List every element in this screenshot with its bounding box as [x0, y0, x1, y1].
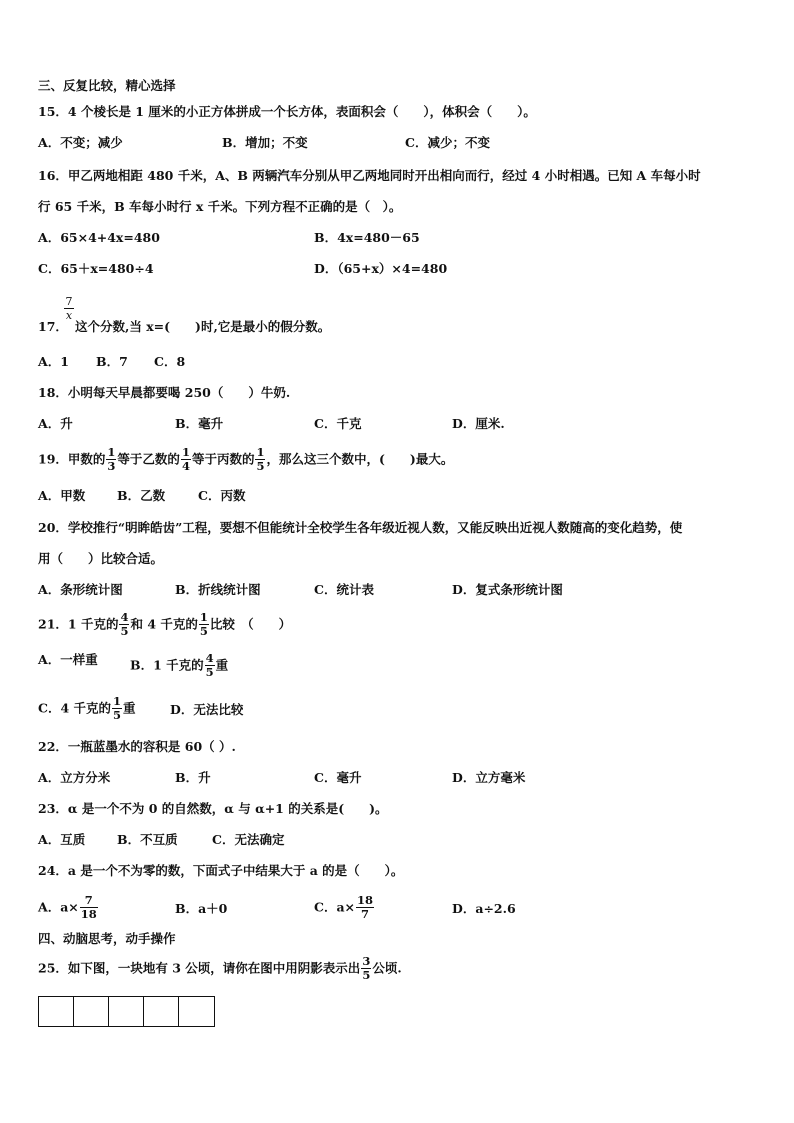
q19-f3-num: 1: [256, 445, 265, 459]
q20-option-d[interactable]: D．复式条形统计图: [452, 582, 563, 597]
q25-text: 25．如下图，一块地有 3 公顷，请你在图中用阴影表示出: [38, 960, 361, 976]
grid-cell[interactable]: [39, 997, 74, 1026]
q17-stem: 这个分数,当 x=( )时,它是最小的假分数。: [75, 319, 331, 334]
q24-a-num: 7: [80, 894, 98, 908]
q24-option-c[interactable]: [314, 894, 375, 921]
q24-c-num: 18: [357, 893, 374, 907]
grid-cell[interactable]: [179, 997, 214, 1026]
q19-f2-den: 4: [181, 459, 190, 473]
q21-text-2: 和 4 千克的: [130, 616, 198, 632]
q24-stem: 24．a 是一个不为零的数，下面式子中结果大于 a 的是（ ）。: [38, 863, 404, 878]
q17-option-c[interactable]: C．8: [154, 354, 186, 369]
q19-option-a[interactable]: A．甲数: [38, 488, 86, 503]
q18-option-d[interactable]: D．厘米.: [452, 416, 505, 431]
q19-text-4: ，那么这三个数中，( )最大。: [266, 451, 454, 467]
q21-c-text: C．4 千克的: [38, 700, 111, 716]
q25-suffix: 公顷.: [372, 960, 402, 976]
q21-fraction-2: [199, 611, 209, 638]
q20-stem-line1: 20．学校推行“明眸皓齿”工程，要想不但能统计全校学生各年级近视人数，又能反映出近视人数随高的变化趋势，使: [38, 520, 683, 535]
q24-a-den: 18: [80, 907, 97, 921]
q19-fraction-1: [106, 446, 116, 473]
q21-b-suffix: 重: [215, 657, 229, 673]
q21-fraction-1: [119, 611, 129, 638]
q22-stem: 22．一瓶蓝墨水的容积是 60（ ）.: [38, 739, 236, 754]
q15-option-b[interactable]: B．增加；不变: [222, 135, 308, 150]
q21-f1-num: 4: [120, 610, 129, 624]
q19-text-3: 等于丙数的: [191, 451, 255, 467]
q21-option-d[interactable]: D．无法比较: [170, 702, 244, 717]
q21-f2-num: 1: [199, 610, 208, 624]
q19-f2-num: 1: [181, 445, 190, 459]
q20-stem-line2: 用（ ）比较合适。: [38, 551, 164, 566]
q17-denominator: x: [65, 309, 73, 322]
q21-f2-den: 5: [199, 624, 208, 638]
q21-c-num: 1: [113, 694, 122, 708]
q16-stem-line1: 16．甲乙两地相距 480 千米，A、B 两辆汽车分别从甲乙两地同时开出相向而行，经过 4 小时相遇。已知 A 车每小时: [38, 168, 701, 183]
q25-num: 3: [362, 954, 371, 968]
q19-option-c[interactable]: C．丙数: [198, 488, 246, 503]
q24-c-den: 7: [361, 907, 370, 921]
grid-cell[interactable]: [74, 997, 109, 1026]
section-4-title: 四、动脑思考，动手操作: [38, 931, 176, 946]
q22-option-d[interactable]: D．立方毫米: [452, 770, 526, 785]
q20-option-c[interactable]: C．统计表: [314, 582, 374, 597]
q17-option-b[interactable]: B．7: [96, 354, 128, 369]
q17-fraction: [64, 295, 74, 322]
q21-option-b[interactable]: [130, 652, 228, 679]
q21-b-text: B．1 千克的: [130, 657, 204, 673]
q17-numerator: 7: [65, 295, 73, 308]
q25-stem: [38, 955, 402, 982]
q19-f1-den: 3: [107, 459, 116, 473]
q18-stem: 18．小明每天早晨都要喝 250（ ）牛奶.: [38, 385, 291, 400]
q24-option-a[interactable]: [38, 894, 99, 921]
q15-option-c[interactable]: C．减少；不变: [405, 135, 490, 150]
q23-option-c[interactable]: C．无法确定: [212, 832, 285, 847]
q15-option-a[interactable]: A．不变；减少: [38, 135, 123, 150]
q21-c-fraction: [112, 695, 122, 722]
q18-option-a[interactable]: A．升: [38, 416, 73, 431]
q21-b-num: 4: [205, 651, 214, 665]
q16-stem-line2: 行 65 千米，B 车每小时行 x 千米。下列方程不正确的是（ ）。: [38, 199, 402, 214]
grid-cell[interactable]: [144, 997, 179, 1026]
q21-b-fraction: [205, 652, 215, 679]
q17-number: 17．: [38, 319, 68, 334]
q25-land-grid[interactable]: [38, 996, 215, 1027]
q21-text-1: 21．1 千克的: [38, 616, 119, 632]
q25-den: 5: [362, 968, 371, 982]
q24-option-d[interactable]: D．a÷2.6: [452, 901, 516, 916]
q18-option-c[interactable]: C．千克: [314, 416, 362, 431]
q24-c-fraction: [356, 894, 374, 921]
q19-text-1: 19．甲数的: [38, 451, 106, 467]
q19-fraction-2: [181, 446, 191, 473]
q21-f1-den: 5: [120, 624, 129, 638]
q21-c-den: 5: [113, 708, 122, 722]
q20-option-a[interactable]: A．条形统计图: [38, 582, 123, 597]
q16-option-d[interactable]: D．（65+x）×4=480: [314, 261, 448, 276]
q24-a-fraction: [80, 894, 98, 921]
q24-option-b[interactable]: B．a＋0: [175, 901, 228, 916]
q19-text-2: 等于乙数的: [117, 451, 180, 467]
q17-option-a[interactable]: A．1: [38, 354, 69, 369]
grid-cell[interactable]: [109, 997, 144, 1026]
q21-option-a[interactable]: A．一样重: [38, 652, 98, 667]
q19-option-b[interactable]: B．乙数: [117, 488, 166, 503]
q16-option-c[interactable]: C．65＋x=480÷4: [38, 261, 154, 276]
q16-option-b[interactable]: B．4x=480－65: [314, 230, 420, 245]
q24-a-text: A．a×: [38, 899, 79, 915]
q22-option-b[interactable]: B．升: [175, 770, 211, 785]
q19-fraction-3: [255, 446, 265, 473]
q19-stem: [38, 446, 453, 473]
q15-stem: 15．4 个棱长是 1 厘米的小正方体拼成一个长方体，表面积会（ ），体积会（ ）。: [38, 104, 536, 119]
q21-stem: [38, 611, 291, 638]
q25-fraction: [361, 955, 371, 982]
q19-f1-num: 1: [107, 445, 116, 459]
q22-option-a[interactable]: A．立方分米: [38, 770, 111, 785]
q21-c-suffix: 重: [123, 700, 136, 716]
q18-option-b[interactable]: B．毫升: [175, 416, 224, 431]
q24-c-text: C．a×: [314, 899, 356, 915]
q21-text-3: 比较 （ ）: [209, 616, 292, 632]
q21-option-c[interactable]: [38, 695, 136, 722]
q23-option-a[interactable]: A．互质: [38, 832, 86, 847]
section-3-title: 三、反复比较，精心选择: [38, 78, 176, 93]
q16-option-a[interactable]: A．65×4+4x=480: [38, 230, 160, 245]
q23-option-b[interactable]: B．不互质: [117, 832, 178, 847]
q22-option-c[interactable]: C．毫升: [314, 770, 362, 785]
q21-b-den: 5: [205, 665, 214, 679]
q20-option-b[interactable]: B．折线统计图: [175, 582, 261, 597]
q23-stem: 23．α 是一个不为 0 的自然数，α 与 α+1 的关系是( )。: [38, 801, 388, 816]
q19-f3-den: 5: [256, 459, 265, 473]
